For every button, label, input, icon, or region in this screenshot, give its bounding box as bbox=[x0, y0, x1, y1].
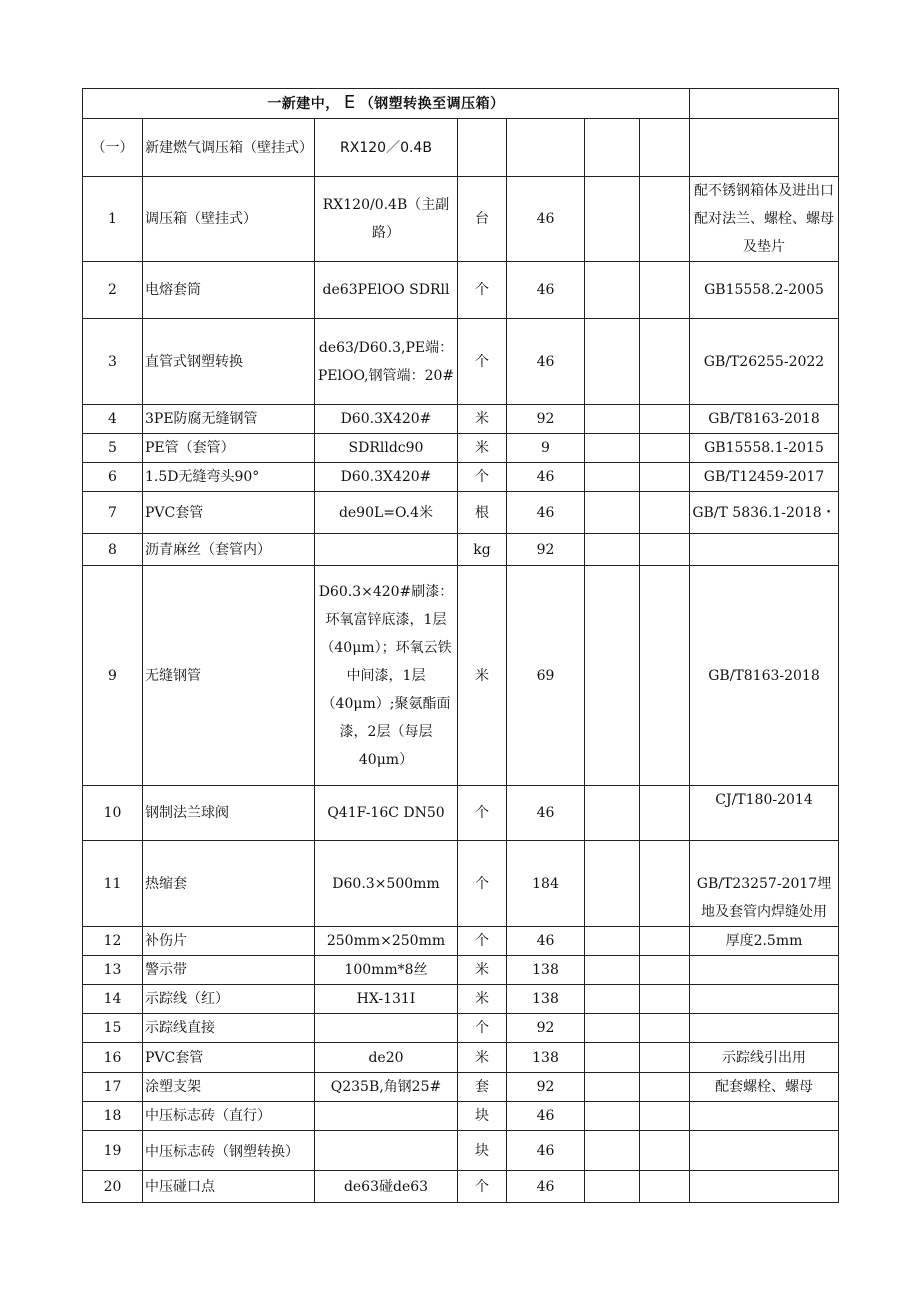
title-empty-cell bbox=[690, 89, 839, 119]
table-row bbox=[83, 177, 839, 262]
table-row bbox=[83, 1014, 839, 1043]
row-empty-2 bbox=[640, 841, 690, 927]
row-qty: 92 bbox=[507, 405, 585, 434]
group-qty bbox=[507, 119, 585, 177]
row-unit: 个 bbox=[458, 841, 507, 927]
row-note: GB15558.1-2015 bbox=[690, 434, 839, 463]
row-spec: D60.3×420#刷漆：环氧富锌底漆，1层（40μm）；环氧云铁中间漆，1层（40μm）;聚氨酯面漆，2层（每层40μm） bbox=[315, 566, 458, 786]
row-empty-2 bbox=[640, 956, 690, 985]
row-spec: 100mm*8丝 bbox=[315, 956, 458, 985]
row-unit: 个 bbox=[458, 262, 507, 319]
row-no: 11 bbox=[83, 841, 143, 927]
row-no: 15 bbox=[83, 1014, 143, 1043]
row-note: CJ/T180-2014 bbox=[690, 786, 839, 841]
row-empty-2 bbox=[640, 492, 690, 534]
row-unit: 米 bbox=[458, 1043, 507, 1073]
group-empty-2 bbox=[640, 119, 690, 177]
row-note: GB/T26255-2022 bbox=[690, 319, 839, 405]
table-row bbox=[83, 1102, 839, 1131]
row-qty: 138 bbox=[507, 1043, 585, 1073]
row-empty-2 bbox=[640, 463, 690, 492]
table-title-row bbox=[83, 89, 839, 119]
row-spec bbox=[315, 1014, 458, 1043]
group-empty-1 bbox=[585, 119, 640, 177]
row-note: 配套螺栓、螺母 bbox=[690, 1073, 839, 1102]
row-note: 厚度2.5mm bbox=[690, 927, 839, 956]
row-empty-2 bbox=[640, 786, 690, 841]
table-row bbox=[83, 786, 839, 841]
row-note bbox=[690, 1131, 839, 1171]
row-spec: de63碰de63 bbox=[315, 1171, 458, 1203]
row-qty: 138 bbox=[507, 985, 585, 1014]
row-note bbox=[690, 534, 839, 566]
row-empty-2 bbox=[640, 927, 690, 956]
row-no: 6 bbox=[83, 463, 143, 492]
row-name: PVC套管 bbox=[143, 492, 315, 534]
row-spec: de20 bbox=[315, 1043, 458, 1073]
row-empty-1 bbox=[585, 566, 640, 786]
table-row bbox=[83, 405, 839, 434]
row-name: 涂塑支架 bbox=[143, 1073, 315, 1102]
row-qty: 92 bbox=[507, 1014, 585, 1043]
row-unit: 米 bbox=[458, 434, 507, 463]
title-suffix: （钢塑转换至调压箱） bbox=[359, 96, 505, 112]
row-name: 无缝钢管 bbox=[143, 566, 315, 786]
group-note bbox=[690, 119, 839, 177]
row-empty-2 bbox=[640, 985, 690, 1014]
row-unit: 根 bbox=[458, 492, 507, 534]
row-empty-2 bbox=[640, 434, 690, 463]
table-row bbox=[83, 434, 839, 463]
row-no: 13 bbox=[83, 956, 143, 985]
row-unit: 个 bbox=[458, 927, 507, 956]
row-spec: D60.3×500mm bbox=[315, 841, 458, 927]
row-spec: SDRlldc90 bbox=[315, 434, 458, 463]
table-row bbox=[83, 1073, 839, 1102]
row-name: 热缩套 bbox=[143, 841, 315, 927]
row-empty-2 bbox=[640, 1171, 690, 1203]
row-qty: 46 bbox=[507, 463, 585, 492]
row-qty: 92 bbox=[507, 1073, 585, 1102]
row-unit: 个 bbox=[458, 463, 507, 492]
materials-table bbox=[82, 88, 839, 1203]
row-empty-1 bbox=[585, 1043, 640, 1073]
title-letter: E bbox=[343, 92, 356, 113]
row-empty-1 bbox=[585, 405, 640, 434]
row-empty-2 bbox=[640, 566, 690, 786]
row-name: 调压箱（壁挂式） bbox=[143, 177, 315, 262]
row-empty-2 bbox=[640, 405, 690, 434]
table-row bbox=[83, 262, 839, 319]
materials-table-body bbox=[83, 89, 839, 1203]
row-empty-1 bbox=[585, 841, 640, 927]
row-name: 示踪线直接 bbox=[143, 1014, 315, 1043]
row-qty: 9 bbox=[507, 434, 585, 463]
row-note bbox=[690, 956, 839, 985]
group-row bbox=[83, 119, 839, 177]
row-qty: 46 bbox=[507, 319, 585, 405]
row-spec: RX120/0.4B（主副路） bbox=[315, 177, 458, 262]
row-empty-1 bbox=[585, 927, 640, 956]
row-empty-1 bbox=[585, 956, 640, 985]
title-prefix: 一新建中， bbox=[267, 96, 340, 112]
row-empty-1 bbox=[585, 319, 640, 405]
row-empty-2 bbox=[640, 1102, 690, 1131]
row-empty-1 bbox=[585, 262, 640, 319]
row-empty-2 bbox=[640, 1073, 690, 1102]
row-unit: 套 bbox=[458, 1073, 507, 1102]
row-note: 示踪线引出用 bbox=[690, 1043, 839, 1073]
row-empty-1 bbox=[585, 985, 640, 1014]
row-name: 警示带 bbox=[143, 956, 315, 985]
row-no: 17 bbox=[83, 1073, 143, 1102]
row-note: 配不锈钢箱体及进出口配对法兰、螺栓、螺母及垫片 bbox=[690, 177, 839, 262]
row-empty-1 bbox=[585, 177, 640, 262]
row-empty-2 bbox=[640, 534, 690, 566]
row-empty-1 bbox=[585, 1102, 640, 1131]
row-name: 沥青麻丝（套管内） bbox=[143, 534, 315, 566]
row-unit: 块 bbox=[458, 1102, 507, 1131]
row-spec: de63PElOO SDRll bbox=[315, 262, 458, 319]
row-no: 9 bbox=[83, 566, 143, 786]
row-name: 1.5D无缝弯头90° bbox=[143, 463, 315, 492]
table-row bbox=[83, 956, 839, 985]
row-no: 3 bbox=[83, 319, 143, 405]
table-title bbox=[83, 89, 690, 119]
row-no: 5 bbox=[83, 434, 143, 463]
row-name: 中压标志砖（直行） bbox=[143, 1102, 315, 1131]
table-row bbox=[83, 566, 839, 786]
row-qty: 46 bbox=[507, 262, 585, 319]
row-unit: 米 bbox=[458, 405, 507, 434]
table-row bbox=[83, 463, 839, 492]
row-name: 3PE防腐无缝钢管 bbox=[143, 405, 315, 434]
row-unit: 个 bbox=[458, 786, 507, 841]
table-row bbox=[83, 841, 839, 927]
group-unit bbox=[458, 119, 507, 177]
row-note: GB/T23257-2017埋地及套管内焊缝处用 bbox=[690, 841, 839, 927]
row-qty: 46 bbox=[507, 786, 585, 841]
row-spec: de90L=O.4米 bbox=[315, 492, 458, 534]
row-qty: 46 bbox=[507, 927, 585, 956]
row-empty-2 bbox=[640, 1043, 690, 1073]
row-qty: 92 bbox=[507, 534, 585, 566]
row-name: 电熔套筒 bbox=[143, 262, 315, 319]
table-row bbox=[83, 927, 839, 956]
row-unit: 个 bbox=[458, 1014, 507, 1043]
row-spec bbox=[315, 1102, 458, 1131]
row-spec: Q235B,角钢25# bbox=[315, 1073, 458, 1102]
row-spec: de63∕D60.3,PE端：PElOO,钢管端：20# bbox=[315, 319, 458, 405]
row-note bbox=[690, 1014, 839, 1043]
row-qty: 69 bbox=[507, 566, 585, 786]
table-row bbox=[83, 985, 839, 1014]
row-qty: 46 bbox=[507, 1131, 585, 1171]
row-unit: 个 bbox=[458, 319, 507, 405]
row-spec: D60.3X420# bbox=[315, 405, 458, 434]
row-empty-1 bbox=[585, 463, 640, 492]
row-empty-2 bbox=[640, 1131, 690, 1171]
table-row bbox=[83, 1131, 839, 1171]
group-no: （一） bbox=[83, 119, 143, 177]
row-name: 补伤片 bbox=[143, 927, 315, 956]
row-qty: 46 bbox=[507, 177, 585, 262]
row-unit: 块 bbox=[458, 1131, 507, 1171]
row-spec: HX-131I bbox=[315, 985, 458, 1014]
row-empty-1 bbox=[585, 534, 640, 566]
row-qty: 46 bbox=[507, 492, 585, 534]
row-spec bbox=[315, 534, 458, 566]
row-note bbox=[690, 1171, 839, 1203]
row-no: 20 bbox=[83, 1171, 143, 1203]
row-name: 示踪线（红） bbox=[143, 985, 315, 1014]
row-note: GB/T12459-2017 bbox=[690, 463, 839, 492]
row-empty-2 bbox=[640, 319, 690, 405]
row-note: GB/T8163-2018 bbox=[690, 566, 839, 786]
row-no: 10 bbox=[83, 786, 143, 841]
row-note bbox=[690, 1102, 839, 1131]
row-note: GB15558.2-2005 bbox=[690, 262, 839, 319]
row-empty-1 bbox=[585, 492, 640, 534]
row-empty-2 bbox=[640, 262, 690, 319]
row-no: 8 bbox=[83, 534, 143, 566]
row-qty: 184 bbox=[507, 841, 585, 927]
row-no: 19 bbox=[83, 1131, 143, 1171]
row-no: 4 bbox=[83, 405, 143, 434]
row-unit: 个 bbox=[458, 1171, 507, 1203]
table-row bbox=[83, 534, 839, 566]
row-empty-2 bbox=[640, 1014, 690, 1043]
row-unit: 米 bbox=[458, 566, 507, 786]
row-spec: D60.3X420# bbox=[315, 463, 458, 492]
row-empty-2 bbox=[640, 177, 690, 262]
row-note: GB/T 5836.1-2018・ bbox=[690, 492, 839, 534]
row-unit: kg bbox=[458, 534, 507, 566]
row-empty-1 bbox=[585, 1073, 640, 1102]
row-qty: 46 bbox=[507, 1171, 585, 1203]
group-name: 新建燃气调压箱（壁挂式） bbox=[143, 119, 315, 177]
row-no: 14 bbox=[83, 985, 143, 1014]
row-no: 16 bbox=[83, 1043, 143, 1073]
row-name: PE管（套管） bbox=[143, 434, 315, 463]
row-qty: 138 bbox=[507, 956, 585, 985]
row-name: 钢制法兰球阀 bbox=[143, 786, 315, 841]
row-unit: 台 bbox=[458, 177, 507, 262]
row-no: 7 bbox=[83, 492, 143, 534]
row-note bbox=[690, 985, 839, 1014]
row-empty-1 bbox=[585, 434, 640, 463]
row-empty-1 bbox=[585, 1171, 640, 1203]
row-empty-1 bbox=[585, 1131, 640, 1171]
row-spec: 250mm×250mm bbox=[315, 927, 458, 956]
row-unit: 米 bbox=[458, 956, 507, 985]
table-row bbox=[83, 492, 839, 534]
row-name: 中压碰口点 bbox=[143, 1171, 315, 1203]
table-row bbox=[83, 1043, 839, 1073]
table-row bbox=[83, 319, 839, 405]
table-row bbox=[83, 1171, 839, 1203]
row-no: 2 bbox=[83, 262, 143, 319]
row-unit: 米 bbox=[458, 985, 507, 1014]
row-no: 18 bbox=[83, 1102, 143, 1131]
row-note: GB/T8163-2018 bbox=[690, 405, 839, 434]
row-empty-1 bbox=[585, 1014, 640, 1043]
row-no: 12 bbox=[83, 927, 143, 956]
row-empty-1 bbox=[585, 786, 640, 841]
row-name: 直管式钢塑转换 bbox=[143, 319, 315, 405]
row-name: 中压标志砖（钢塑转换） bbox=[143, 1131, 315, 1171]
row-qty: 46 bbox=[507, 1102, 585, 1131]
row-spec: Q41F-16C DN50 bbox=[315, 786, 458, 841]
group-spec: RX120／0.4B bbox=[315, 119, 458, 177]
row-name: PVC套管 bbox=[143, 1043, 315, 1073]
row-spec bbox=[315, 1131, 458, 1171]
row-no: 1 bbox=[83, 177, 143, 262]
